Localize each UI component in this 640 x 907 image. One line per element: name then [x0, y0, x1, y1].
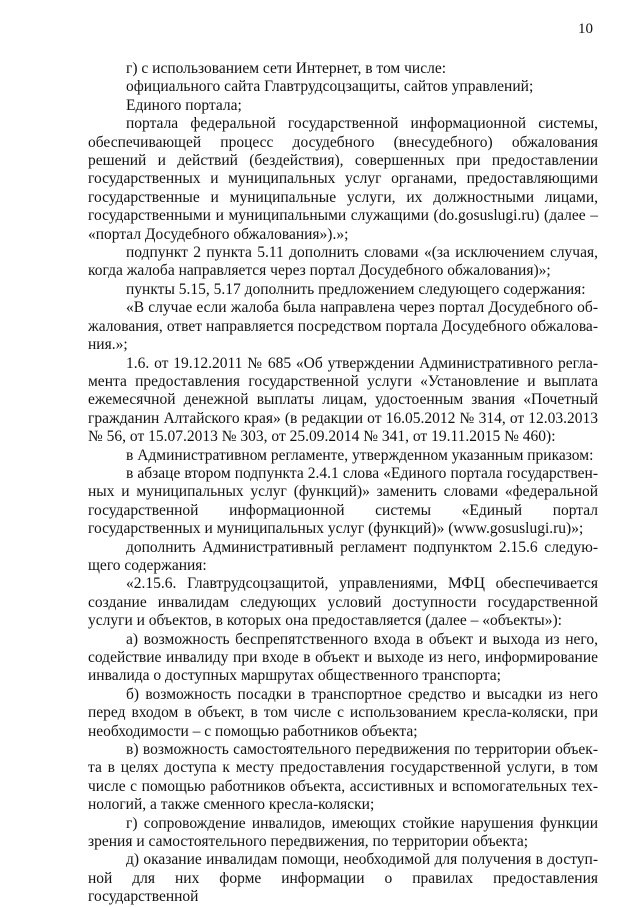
page-number: 10: [578, 21, 593, 37]
paragraph: официального сайта Главтрудсоцзащиты, сайтов управлений;: [126, 78, 534, 96]
paragraph: пункты 5.15, 5.17 дополнить предложением следующего содержания:: [126, 280, 586, 298]
paragraph: а) возможность беспрепятственного входа в объект и выхода из него, содействие инвалиду при входе в объект и выходе из него, информирование инвалида о доступных маршрутах общественного транспорта;: [88, 630, 598, 685]
paragraph: г) сопровождение инвалидов, имеющих стойкие нарушения функции зрения и самостоятельного передвижения, по территории объекта;: [88, 814, 598, 851]
paragraph: подпункт 2 пункта 5.11 дополнить словами «(за исключением случая, когда жалоба направляется через портал Досудебного обжалования)»;: [88, 244, 598, 280]
paragraph: дополнить Административный регламент подпунктом 2.15.6 следующего содержания:: [88, 538, 598, 574]
paragraph: «2.15.6. Главтрудсоцзащитой, управлениями, МФЦ обеспечивается создание инвалидам следующих условий доступности государственной услуги и объектов, в которых она предоставляется (далее – «объекты»):: [88, 575, 598, 630]
paragraph: «В случае если жалоба была направлена через портал Досудебного обжалования, ответ направляется посредством портала Досудебного обжалования.»;: [88, 299, 598, 354]
paragraph: портала федеральной государственной информационной системы, обеспечивающей процесс досудебного (внесудебного) обжалования решений и действий (бездействия), совершенных при предоставлении государственных и муниципальных услуг органами, предоставляющими государственные и муниципальные услуги, их должностными лицами, государственными и муниципальными служащими (do.gosuslugi.ru) (далее – «портал Досудебного обжалования»).»;: [88, 115, 598, 243]
paragraph: б) возможность посадки в транспортное средство и высадки из него перед входом в объект, в том числе с использованием кресла-коляски, при необходимости – с помощью работников объекта;: [88, 685, 598, 740]
document-body: [88, 60, 598, 907]
paragraph: д) оказание инвалидам помощи, необходимой для получения в доступной для них форме информации о правилах предоставления государственной: [88, 851, 598, 906]
paragraph: в) возможность самостоятельного передвижения по территории объекта в целях доступа к месту предоставления государственной услуги, в том числе с помощью работников объекта, ассистивных и вспомогательных технологий, а также сменного кресла-коляски;: [88, 741, 598, 814]
paragraph: 1.6. от 19.12.2011 № 685 «Об утверждении Административного регламента предоставления государственной услуги «Установление и выплата ежемесячной денежной выплаты лицам, удостоенным звания «Почетный гражданин Алтайского края» (в редакции от 16.05.2012 № 314, от 12.03.2013 № 56, от 15.07.2013 № 303, от 25.09.2014 № 341, от 19.11.2015 № 460):: [88, 354, 598, 446]
paragraph: в абзаце втором подпункта 2.4.1 слова «Единого портала государственных и муниципальных услуг (функций)» заменить словами «федеральной государственной информационной системы «Единый портал государственных и муниципальных услуг (функций)» (www.gosuslugi.ru)»;: [88, 464, 598, 538]
paragraph: в Административном регламенте, утвержденном указанным приказом:: [126, 446, 594, 464]
paragraph: г) с использованием сети Интернет, в том числе:: [126, 60, 447, 77]
paragraph: Единого портала;: [126, 96, 242, 114]
